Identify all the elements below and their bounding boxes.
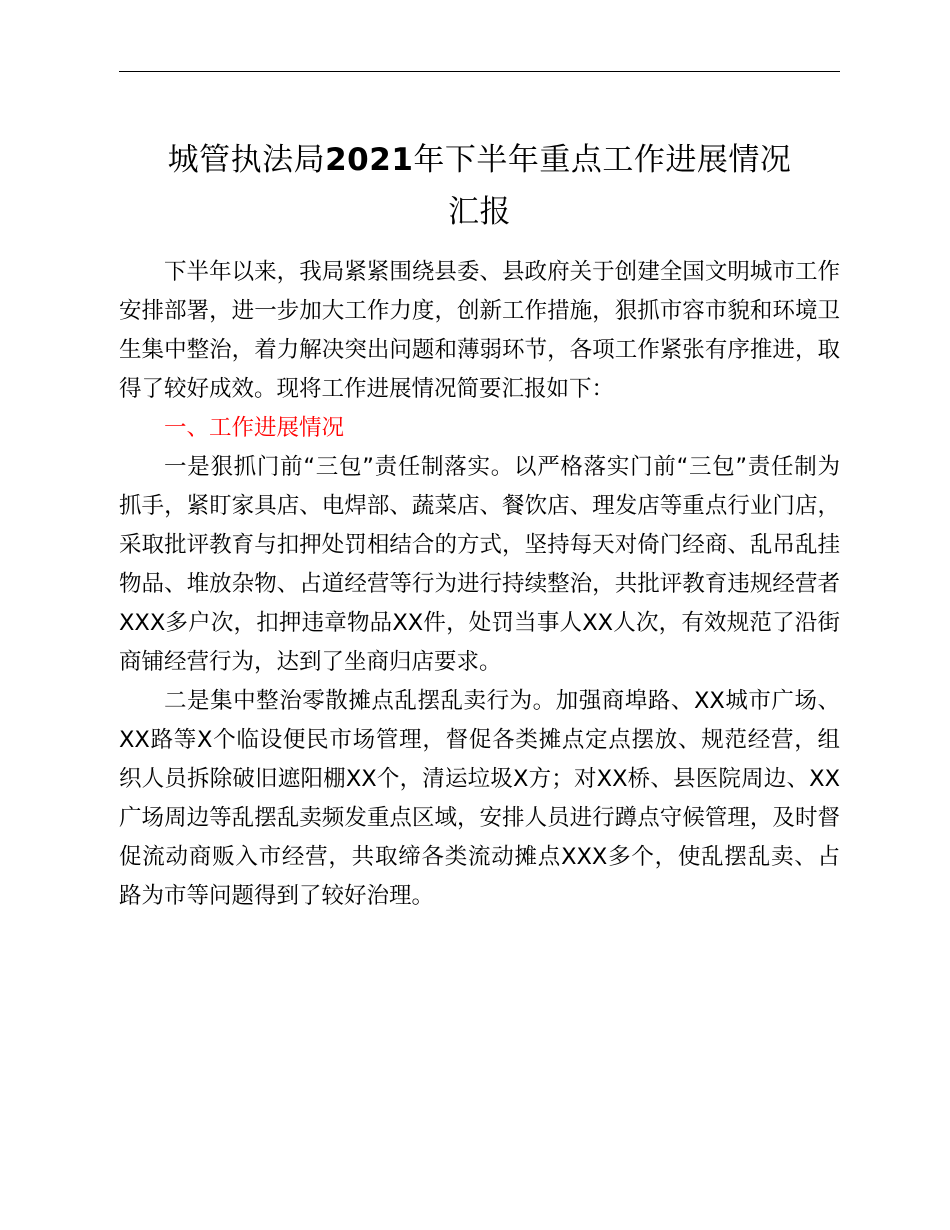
title-line-2: 汇报: [448, 194, 511, 230]
title-year: 2021: [325, 142, 414, 178]
title-text-suffix: 年下半年重点工作进展情况: [413, 142, 792, 178]
body-paragraph-2: 二是集中整治零散摊点乱摆乱卖行为。加强商埠路、XX城市广场、XX路等X个临设便民市场管理，督促各类摊点定点摆放、规范经营，组织人员拆除破旧遮阳棚XX个，清运垃圾X方；对XX桥、县医院周边、XX广场周边等乱摆乱卖频发重点区域，安排人员进行蹲点守候管理，及时督促流动商贩入市经营，共取缔各类流动摊点XXX多个，使乱摆乱卖、占路为市等问题得到了较好治理。: [119, 688, 840, 909]
title-text-prefix: 城管执法局: [167, 142, 326, 178]
document-body: [119, 253, 840, 916]
section-heading-1: 一、工作进展情况: [164, 415, 345, 441]
body-paragraph-1: 一是狠抓门前“三包”责任制落实。以严格落实门前“三包”责任制为抓手，紧盯家具店、电焊部、蔬菜店、餐饮店、理发店等重点行业门店，采取批评教育与扣押处罚相结合的方式，坚持每天对倚门经商、乱吊乱挂物品、堆放杂物、占道经营等行为进行持续整治，共批评教育违规经营者XXX多户次，扣押违章物品XX件，处罚当事人XX人次，有效规范了沿街商铺经营行为，达到了坐商归店要求。: [119, 454, 840, 675]
intro-paragraph: 下半年以来，我局紧紧围绕县委、县政府关于创建全国文明城市工作安排部署，进一步加大工作力度，创新工作措施，狠抓市容市貌和环境卫生集中整治，着力解决突出问题和薄弱环节，各项工作紧张有序推进，取得了较好成效。现将工作进展情况简要汇报如下：: [119, 259, 840, 402]
header-rule: [119, 71, 840, 72]
document-title: [119, 134, 840, 238]
